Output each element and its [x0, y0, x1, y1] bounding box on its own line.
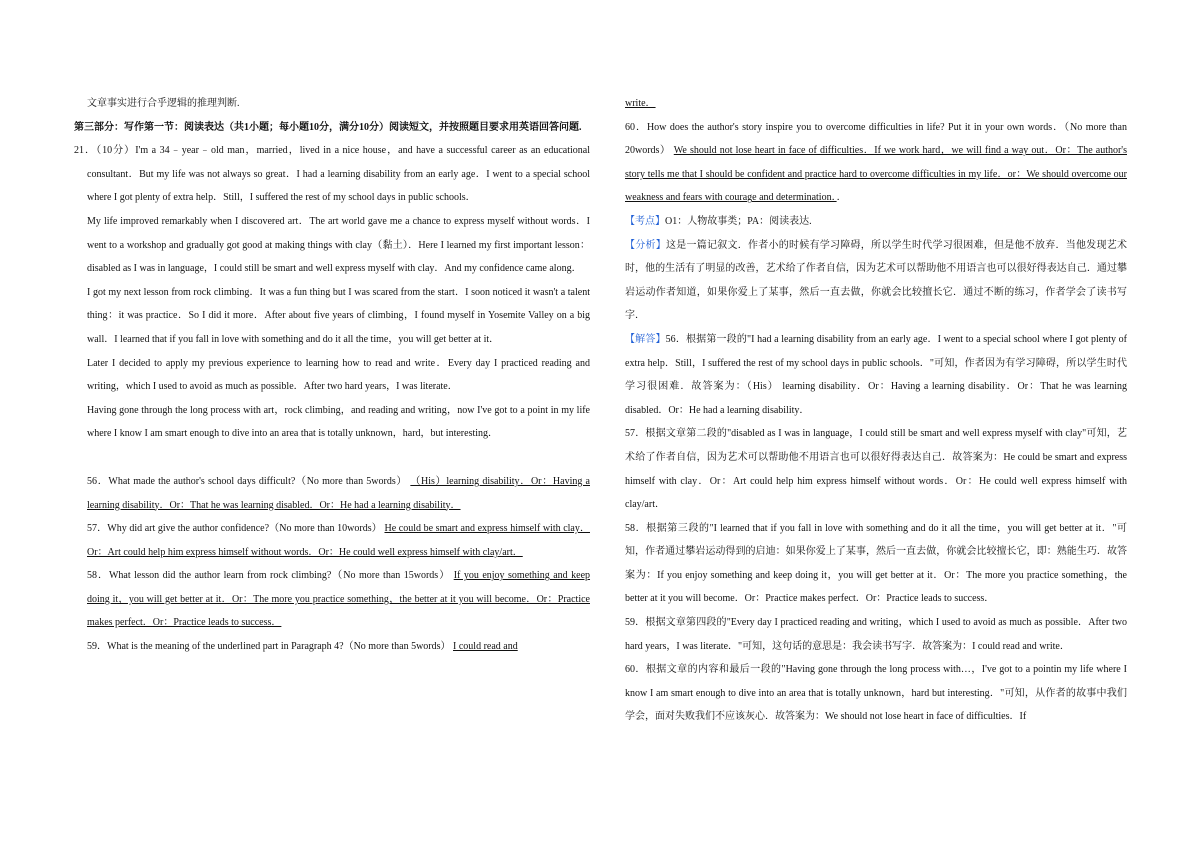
question-56 — [74, 470, 590, 517]
jieda-60: 60．根据文章的内容和最后一段的"Having gone through the long process with…，I've got to a pointin my life where I know I am smart enough to dive into an area that is totally unknown，hard but interesting．"可知，从作者的故事中我们学会，面对失败我们不应该灰心．故答案为：We should not lose heart in face of difficulties．If — [625, 664, 1127, 723]
question-58-text: 58．What lesson did the author learn from rock climbing?（No more than 15words） — [87, 570, 451, 582]
question-58 — [74, 564, 590, 635]
kaodian-tag: 【考点】 — [625, 215, 665, 227]
question-21-paragraph-1: 21．（10分）I'm a 34﹣year﹣old man，married，lived in a nice house，and have a successful career as an educational consultant．But my life was not always so great．I had a learning disability from an early age．I went to a special school where I got plenty of extra help．Still，I suffered the rest of my school days in public schools． — [74, 145, 590, 204]
passage-paragraph-5: Having gone through the long process with art，rock climbing，and reading and writing，now I've got to a point in my life where I know I am smart enough to dive into an area that is totally unknown，hard，but interesting． — [87, 404, 590, 440]
jieda-56-text: 56．根据第一段的"I had a learning disability from an early age．I went to a special school where I got plenty of extra help．Still，I suffered the rest of my school days in public schools．"可知，作者因为有学习障碍，所以学生时代学习很困难．故答案为：（His） learning disability．Or：Having a learning disability．Or：That he was learning disabled．Or：He had a learning disability． — [625, 333, 1128, 416]
spacer — [74, 446, 590, 470]
answer-59: I could read and — [453, 641, 518, 653]
jieda-58: 58．根据第三段的"I learned that if you fall in love with something and do it all the time，you will get better at it．"可知，作者通过攀岩运动得到的启迪：如果你爱上了某事，然后一直去做，你就会比较擅长它，即：熟能生巧．故答案为：If you enjoy something and keep doing it，you will get better at it．Or：The more you practice something，the better at it you will become．Or：Practice makes perfect．Or：Practice leads to success． — [625, 522, 1127, 605]
answer-57: He could be smart and express himself with clay．Or：Art could help him express himself without words．Or：He could well express himself with clay/art． — [87, 523, 590, 558]
passage-paragraph-3: I got my next lesson from rock climbing．It was a fun thing but I was scared from the start．I soon noticed it wasn't a talent thing：it was practice．So I did it more．After about five years of climbing，I found myself in Yosemite Valley on a big wall．I learned that if you fall in love with something and do it all the time，you will get better at it． — [87, 286, 590, 345]
answer-60-end: ． — [836, 192, 847, 204]
jieda-56 — [625, 328, 1127, 422]
left-column — [74, 92, 590, 659]
answer-56: （His）learning disability．Or：Having a learning disability．Or：That he was learning disabled．Or：He had a learning disability． — [87, 475, 590, 511]
passage-paragraph-2: My life improved remarkably when I discovered art．The art world gave me a chance to express myself without words．I went to a workshop and gradually got good at making things with clay（黏土）．Here I learned my first important lesson：disabled as I was in language，I could still be smart and well express myself with clay．And my confidence came along． — [87, 215, 590, 275]
question-57 — [74, 517, 590, 564]
section-heading: 第三部分：写作第一节：阅读表达（共1小题；每小题10分，满分10分）阅读短文，并按照题目要求用英语回答问题. — [74, 121, 582, 133]
jieda-tag: 【解答】 — [625, 333, 666, 345]
passage-paragraph-4: Later I decided to apply my previous experience to learning how to read and write．Every day I practiced reading and writing，which I used to avoid as much as possible．After two hard years，I was literate． — [87, 357, 590, 393]
question-59 — [74, 635, 590, 659]
fenxi-note — [625, 234, 1127, 328]
fenxi-text: 这是一篇记叙文．作者小的时候有学习障碍，所以学生时代学习很困难，但是他不放弃．当他发现艺术时，他的生活有了明显的改善，艺术给了作者自信，因为艺术可以帮助他不用语言也可以很好得表达自己．通过攀岩运动作者知道，如果你爱上了某事，然后一直去做，你就会比较擅长它．通过不断的练习，作者学会了读书写字． — [625, 239, 1127, 322]
fenxi-tag: 【分析】 — [625, 239, 666, 251]
kaodian-text: O1：人物故事类；PA：阅读表达. — [665, 215, 812, 227]
jieda-57: 57．根据文章第二段的"disabled as I was in language，I could still be smart and well express myself with clay"可知，艺术给了作者自信，因为艺术可以帮助他不用语言也可以很好得表达自己．故答案为：He could be smart and express himself with clay．Or：Art could help him express himself without words．Or：He could well express himself with clay/art． — [625, 428, 1127, 511]
continuation-text: 文章事实进行合乎逻辑的推理判断. — [87, 98, 240, 109]
question-60-text: 60．How does the author's story inspire you to overcome difficulties in life? Put it in your own words．（No more than 20words） — [625, 121, 1127, 157]
right-column — [625, 92, 1127, 729]
question-56-text: 56．What made the author's school days difficult?（No more than 5words） — [87, 475, 408, 487]
jieda-59: 59．根据文章第四段的"Every day I practiced reading and writing，which I used to avoid as much as possible．After two hard years，I was literate．"可知，这句话的意思是：我会读书写字．故答案为：I could read and write． — [625, 617, 1127, 652]
answer-58: If you enjoy something and keep doing it，you will get better at it．Or：The more you practice something，the better at it you will become．Or：Practice makes perfect．Or：Practice leads to success． — [87, 570, 591, 629]
question-59-text: 59．What is the meaning of the underlined part in Paragraph 4?（No more than 5words） — [87, 641, 451, 653]
question-57-text: 57．Why did art give the author confidence?（No more than 10words） — [87, 523, 382, 535]
answer-59-cont: write． — [625, 98, 656, 109]
answer-59-continued — [625, 92, 1127, 116]
kaodian-note — [625, 210, 1127, 234]
answer-60: We should not lose heart in face of difficulties．If we work hard，we will find a way out．Or：The author's story tells me that I should be confident and practice hard to overcome difficulties in my life．or：We should overcome our weakness and fears with courage and determination． — [625, 145, 1127, 204]
question-60 — [625, 116, 1127, 210]
